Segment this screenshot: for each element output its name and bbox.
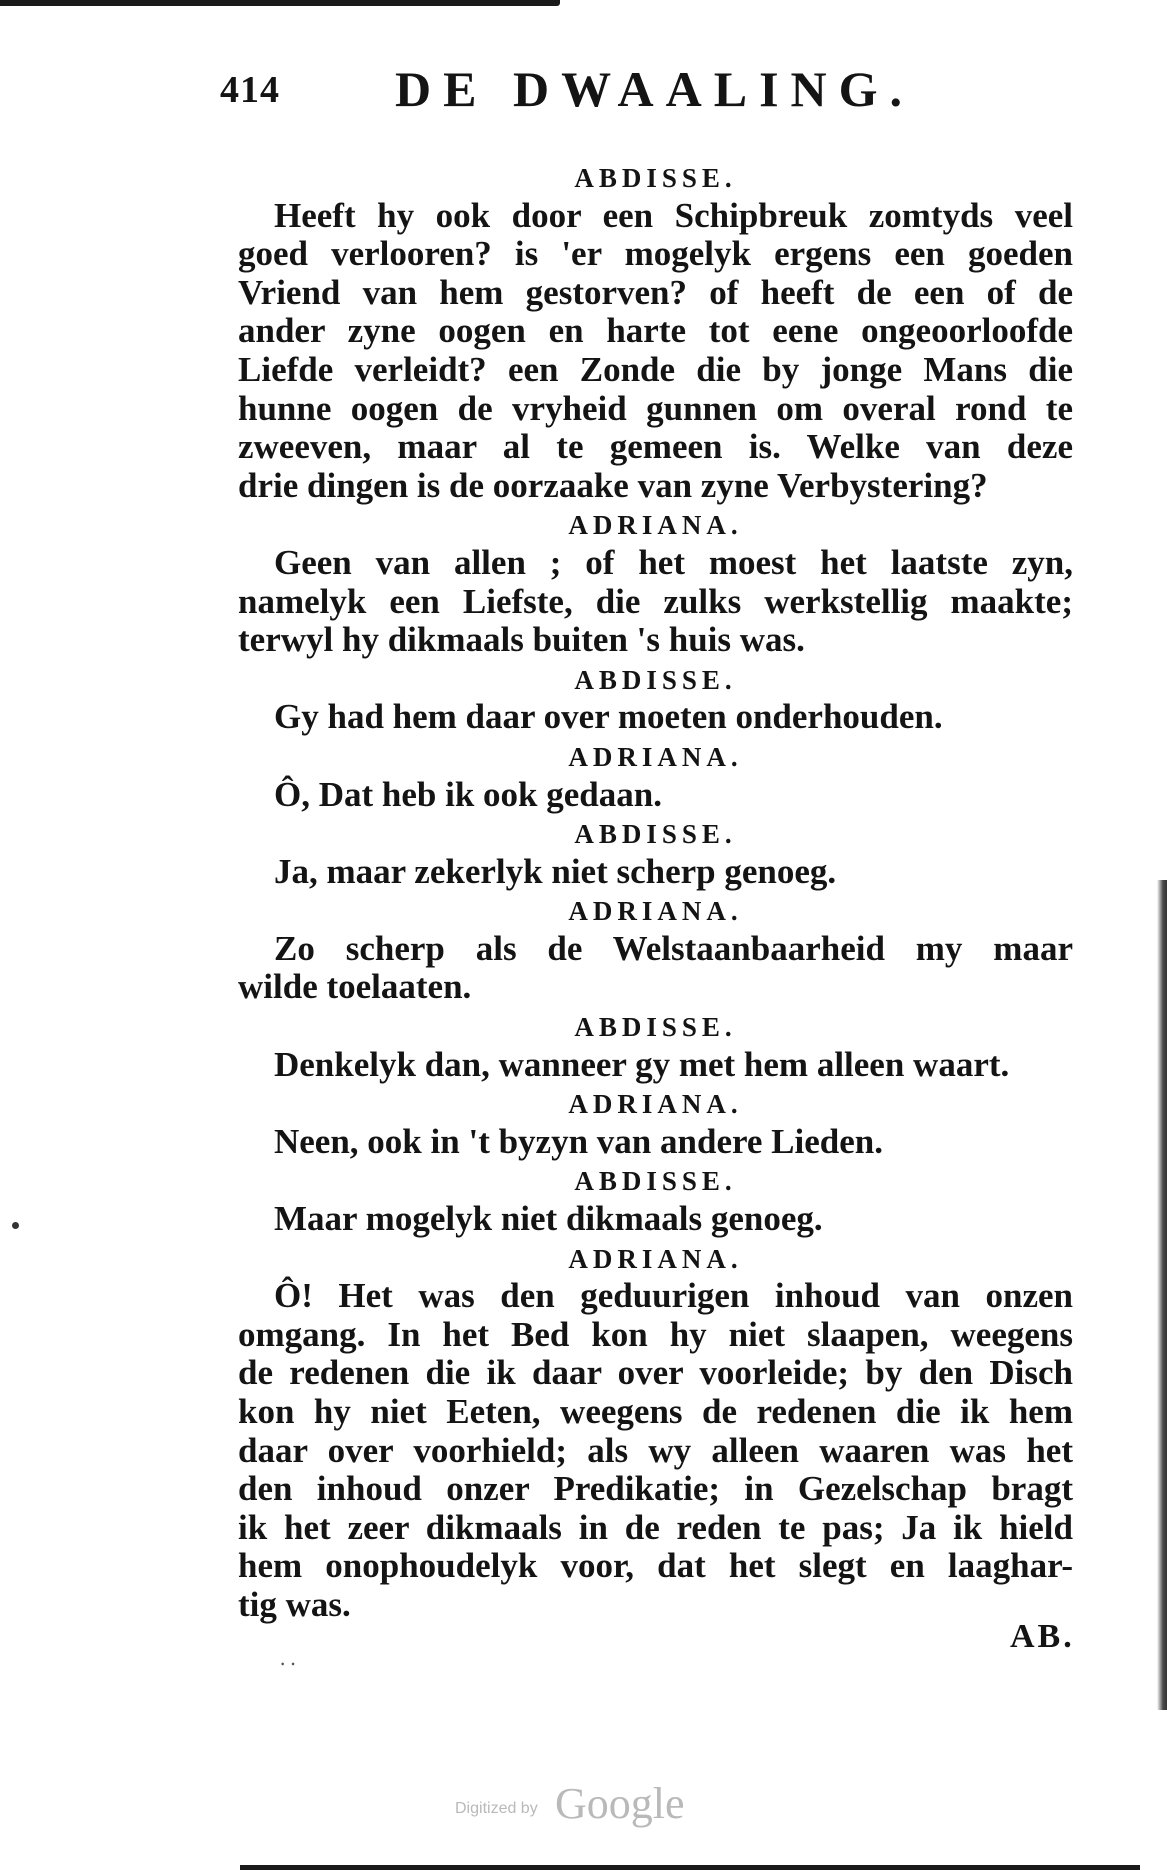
speaker-name: ADRIANA. — [568, 1243, 743, 1274]
text-line: ander zyne oogen en harte tot eene ongeoorloofde — [238, 311, 1073, 351]
speaker-name: ADRIANA. — [568, 1089, 743, 1120]
speaker-name: ADRIANA. — [568, 896, 743, 927]
text-line: tig was. — [238, 1584, 351, 1624]
text-line: terwyl hy dikmaals buiten 's huis was. — [238, 620, 805, 660]
speech-paragraph — [238, 776, 1073, 815]
speech-paragraph — [238, 698, 1073, 737]
top-edge-shadow — [0, 0, 560, 6]
page-number: 414 — [220, 69, 280, 111]
watermark-prefix: Digitized by — [455, 1800, 538, 1817]
text-line: Denkelyk dan, wanneer gy met hem alleen waart. — [274, 1044, 1010, 1084]
text-line: omgang. In het Bed kon hy niet slaapen, weegens — [238, 1314, 1073, 1354]
speech-paragraph — [238, 1200, 1073, 1239]
bottom-edge-shadow — [240, 1865, 1140, 1870]
watermark-logo: Google — [555, 1779, 685, 1828]
running-title: DE DWAALING. — [395, 61, 915, 117]
speech-paragraph — [238, 544, 1073, 660]
text-line: namelyk een Liefste, die zulks werkstellig maakte; — [238, 581, 1073, 621]
speaker-name: ABDISSE. — [574, 1166, 737, 1197]
text-line: goed verlooren? is 'er mogelyk ergens een goeden — [238, 234, 1073, 274]
text-line: den inhoud onzer Predikatie; in Gezelschap bragt — [238, 1469, 1073, 1509]
page-header — [220, 60, 920, 120]
text-line: hunne oogen de vryheid gunnen om overal rond te — [238, 388, 1073, 428]
speech-paragraph — [238, 853, 1073, 892]
text-line: Maar mogelyk niet dikmaals genoeg. — [274, 1199, 823, 1239]
text-line: Liefde verleidt? een Zonde die by jonge Mans die — [238, 349, 1073, 389]
digitization-watermark — [455, 1778, 715, 1828]
speaker-name: ABDISSE. — [574, 664, 737, 695]
text-line: Geen van allen ; of het moest het laatste zyn, — [274, 542, 1073, 582]
stray-ink-mark: ⸱ ⸱ — [280, 1654, 296, 1676]
text-line: drie dingen is de oorzaake van zyne Verbystering? — [238, 465, 988, 505]
text-line: wilde toelaaten. — [238, 967, 472, 1007]
speech-paragraph — [238, 1123, 1073, 1162]
speaker-name: ADRIANA. — [568, 510, 743, 541]
speaker-name: ADRIANA. — [568, 741, 743, 772]
speech-paragraph — [238, 1046, 1073, 1085]
page-edge-shadow — [1157, 880, 1167, 1710]
speech-paragraph — [238, 930, 1073, 1007]
speaker-name: ABDISSE. — [574, 819, 737, 850]
speaker-name: ABDISSE. — [574, 163, 737, 193]
text-line: Ja, maar zekerlyk niet scherp genoeg. — [274, 851, 837, 891]
ink-spot — [12, 1222, 19, 1229]
text-line: Neen, ook in 't byzyn van andere Lieden. — [274, 1121, 883, 1161]
speech-paragraph — [238, 1277, 1073, 1624]
text-line: Ô, Dat heb ik ook gedaan. — [274, 774, 662, 814]
text-line: daar over voorhield; als wy alleen waaren was het — [238, 1430, 1073, 1470]
text-line: Zo scherp als de Welstaanbaarheid my maar — [274, 928, 1073, 968]
text-line: de redenen die ik daar over voorleide; by den Disch — [238, 1353, 1073, 1393]
catchword: AB. — [1010, 1618, 1075, 1655]
text-line: Vriend van hem gestorven? of heeft de een of de — [238, 272, 1073, 312]
text-line: kon hy niet Eeten, weegens de redenen die ik hem — [238, 1392, 1073, 1431]
dialogue-text — [238, 158, 1073, 1625]
text-line: zweeven, maar al te gemeen is. Welke van deze — [238, 427, 1073, 467]
text-line: hem onophoudelyk voor, dat het slegt en laaghar- — [238, 1546, 1073, 1586]
speaker-name: ABDISSE. — [574, 1012, 737, 1043]
text-line: ik het zeer dikmaals in de reden te pas; Ja ik hield — [238, 1507, 1073, 1547]
speech-paragraph — [238, 197, 1073, 506]
text-line: Ô! Het was den geduurigen inhoud van onzen — [274, 1276, 1073, 1316]
text-line: Gy had hem daar over moeten onderhouden. — [274, 697, 943, 737]
text-line: Heeft hy ook door een Schipbreuk zomtyds veel — [274, 195, 1073, 235]
